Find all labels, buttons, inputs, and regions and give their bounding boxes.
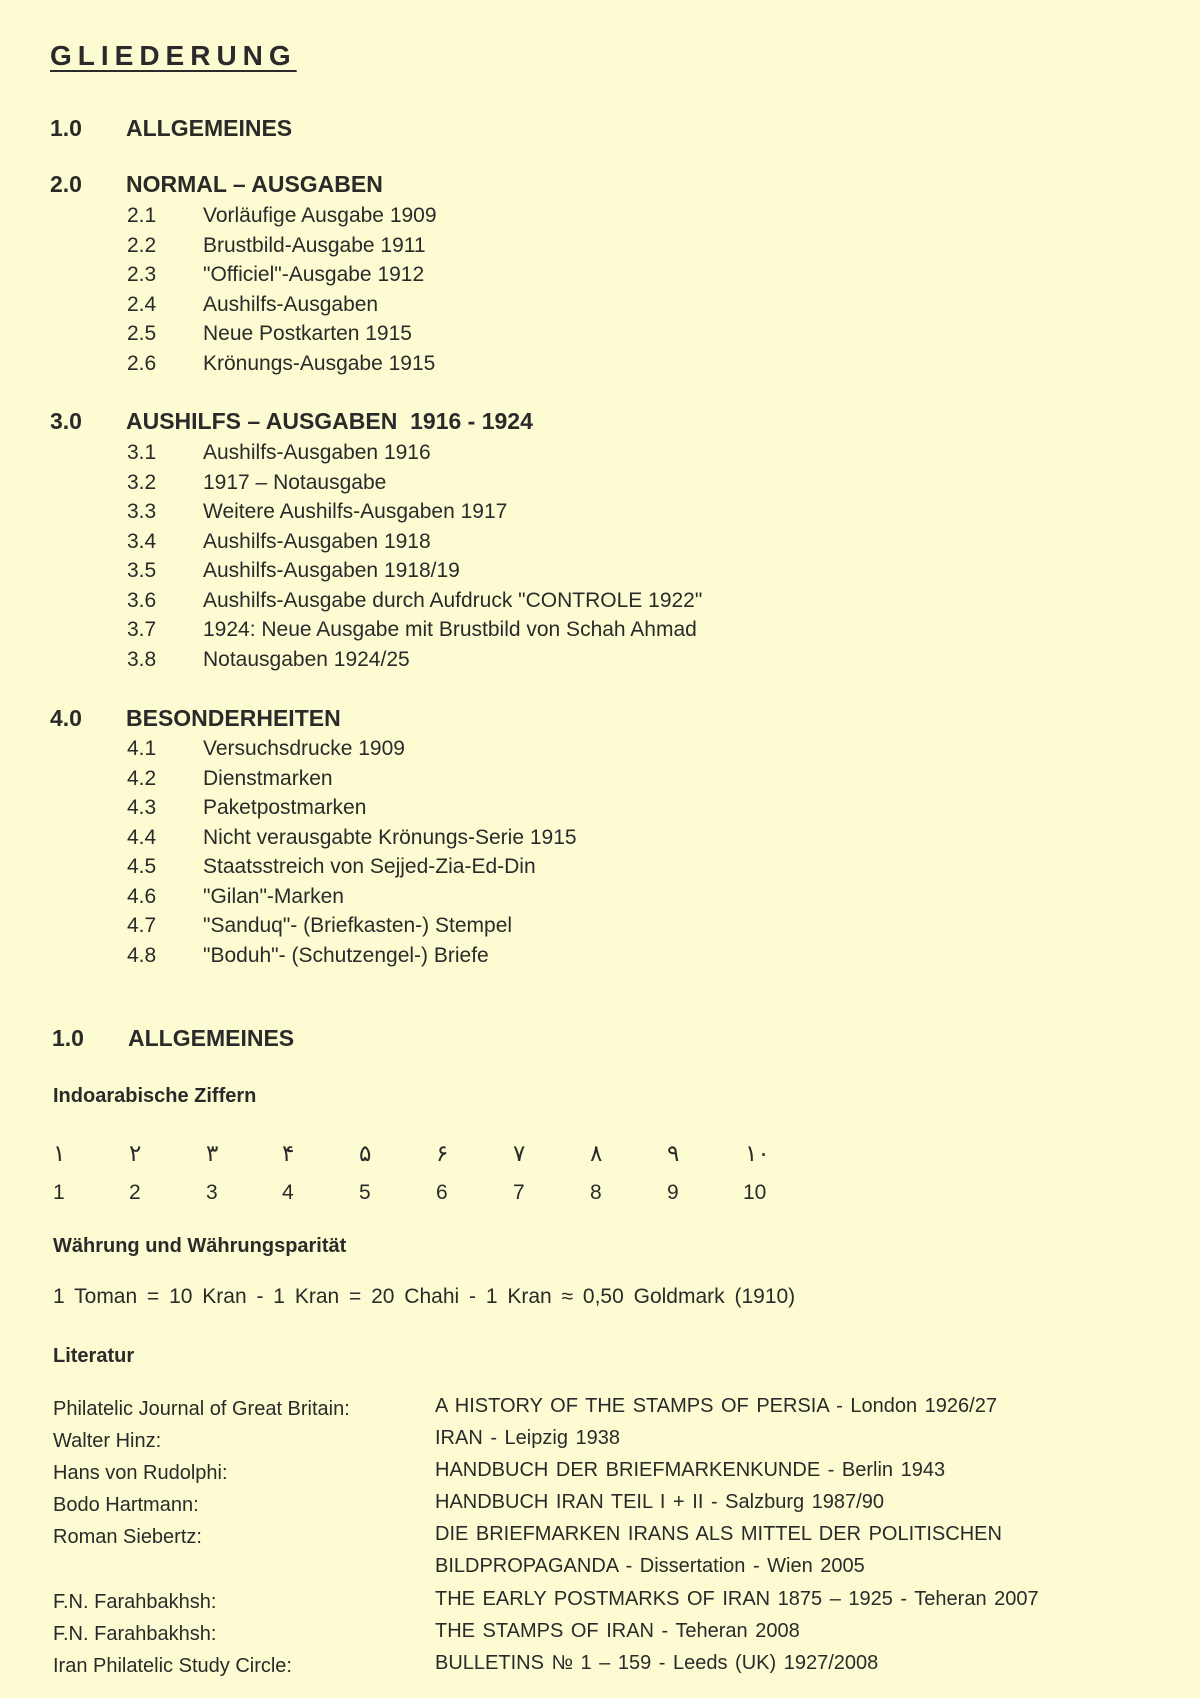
item-number: 2.3 — [127, 263, 157, 286]
arabic-digit: ٢ — [129, 1140, 142, 1166]
arabic-digit: ۴ — [282, 1140, 295, 1166]
latin-digit: 5 — [359, 1181, 371, 1204]
item-number: 2.4 — [127, 293, 157, 316]
item-number: 4.5 — [127, 855, 157, 878]
page-title: GLIEDERUNG — [50, 40, 297, 71]
item-number: 4.4 — [127, 826, 157, 849]
item-number: 4.3 — [127, 796, 157, 819]
item-label: 1924: Neue Ausgabe mit Brustbild von Schah Ahmad — [203, 618, 697, 641]
item-number: 3.5 — [127, 559, 157, 582]
item-label: "Officiel"-Ausgabe 1912 — [203, 263, 425, 286]
item-label: Paketpostmarken — [203, 796, 367, 819]
item-label: Neue Postkarten 1915 — [203, 322, 412, 345]
literature-title: IRAN - Leipzig 1938 — [435, 1427, 620, 1449]
item-number: 3.8 — [127, 648, 157, 671]
item-number: 3.2 — [127, 471, 157, 494]
section-label: BESONDERHEITEN — [126, 705, 341, 731]
item-label: Aushilfs-Ausgabe durch Aufdruck "CONTROLE 1922" — [203, 589, 703, 612]
literature-author: Iran Philatelic Study Circle: — [53, 1655, 292, 1677]
literature-heading: Literatur — [53, 1345, 135, 1367]
latin-digit: 7 — [513, 1181, 525, 1204]
item-number: 4.7 — [127, 914, 157, 937]
literature-author: F.N. Farahbakhsh: — [53, 1623, 217, 1645]
arabic-digit: ٧ — [513, 1140, 526, 1166]
latin-digit: 9 — [667, 1181, 679, 1204]
item-number: 3.6 — [127, 589, 157, 612]
section-label: ALLGEMEINES — [126, 115, 293, 141]
item-label: Weitere Aushilfs-Ausgaben 1917 — [203, 500, 508, 523]
latin-digit: 10 — [743, 1181, 767, 1204]
item-number: 4.8 — [127, 944, 157, 967]
literature-title: BULLETINS № 1 – 159 - Leeds (UK) 1927/2008 — [435, 1652, 879, 1674]
item-label: Krönungs-Ausgabe 1915 — [203, 352, 436, 375]
literature-title: A HISTORY OF THE STAMPS OF PERSIA - London 1926/27 — [435, 1395, 997, 1417]
latin-digit: 6 — [436, 1181, 448, 1204]
item-number: 2.6 — [127, 352, 157, 375]
arabic-digit: ١ — [53, 1140, 66, 1166]
item-label: "Boduh"- (Schutzengel-) Briefe — [203, 944, 489, 967]
literature-title: THE STAMPS OF IRAN - Teheran 2008 — [435, 1620, 800, 1642]
currency-heading: Währung und Währungsparität — [53, 1235, 347, 1257]
item-label: Notausgaben 1924/25 — [203, 648, 410, 671]
item-label: Aushilfs-Ausgaben — [203, 293, 379, 316]
section-number: 3.0 — [50, 408, 82, 434]
latin-digit: 8 — [590, 1181, 602, 1204]
item-label: Staatsstreich von Sejjed-Zia-Ed-Din — [203, 855, 536, 878]
section-number: 1.0 — [52, 1025, 84, 1051]
arabic-digit: ٣ — [206, 1140, 219, 1166]
literature-author: Philatelic Journal of Great Britain: — [53, 1398, 350, 1420]
item-label: Brustbild-Ausgabe 1911 — [203, 234, 426, 257]
item-number: 3.1 — [127, 441, 157, 464]
item-label: Aushilfs-Ausgaben 1918/19 — [203, 559, 460, 582]
literature-title: DIE BRIEFMARKEN IRANS ALS MITTEL DER POLITISCHEN — [435, 1523, 1002, 1545]
literature-author: F.N. Farahbakhsh: — [53, 1591, 217, 1613]
item-number: 4.2 — [127, 767, 157, 790]
item-label: Aushilfs-Ausgaben 1916 — [203, 441, 431, 464]
item-number: 4.6 — [127, 885, 157, 908]
arabic-digit: ۵ — [359, 1140, 372, 1166]
latin-digit: 1 — [53, 1181, 65, 1204]
latin-digit: 2 — [129, 1181, 141, 1204]
section-number: 4.0 — [50, 705, 82, 731]
digits-heading: Indoarabische Ziffern — [53, 1085, 257, 1107]
section-number: 2.0 — [50, 171, 82, 197]
arabic-digit: ٩ — [667, 1140, 680, 1166]
literature-author: Roman Siebertz: — [53, 1526, 202, 1548]
item-label: Aushilfs-Ausgaben 1918 — [203, 530, 431, 553]
latin-digit: 4 — [282, 1181, 294, 1204]
literature-title: BILDPROPAGANDA - Dissertation - Wien 2005 — [435, 1555, 865, 1577]
arabic-digit: ١٠ — [745, 1140, 770, 1166]
item-label: Vorläufige Ausgabe 1909 — [203, 204, 437, 227]
arabic-digit: ۶ — [436, 1140, 449, 1166]
currency-text: 1 Toman = 10 Kran - 1 Kran = 20 Chahi - 1 Kran ≈ 0,50 Goldmark (1910) — [53, 1285, 796, 1308]
item-label: "Sanduq"- (Briefkasten-) Stempel — [203, 914, 513, 937]
section-label: AUSHILFS – AUSGABEN 1916 - 1924 — [126, 408, 533, 434]
literature-title: HANDBUCH IRAN TEIL I + II - Salzburg 1987/90 — [435, 1491, 884, 1513]
item-number: 2.1 — [127, 204, 157, 227]
item-label: "Gilan"-Marken — [203, 885, 344, 908]
literature-title: HANDBUCH DER BRIEFMARKENKUNDE - Berlin 1943 — [435, 1459, 946, 1481]
item-label: Dienstmarken — [203, 767, 333, 790]
item-label: Nicht verausgabte Krönungs-Serie 1915 — [203, 826, 577, 849]
item-number: 2.5 — [127, 322, 157, 345]
latin-digits-row — [53, 1181, 813, 1211]
literature-author: Walter Hinz: — [53, 1430, 162, 1452]
item-number: 3.7 — [127, 618, 157, 641]
latin-digit: 3 — [206, 1181, 218, 1204]
literature-title: THE EARLY POSTMARKS OF IRAN 1875 – 1925 - Teheran 2007 — [435, 1588, 1039, 1610]
item-number: 3.3 — [127, 500, 157, 523]
item-number: 4.1 — [127, 737, 157, 760]
arabic-digits-row — [53, 1140, 813, 1170]
item-label: 1917 – Notausgabe — [203, 471, 387, 494]
section-label: NORMAL – AUSGABEN — [126, 171, 383, 197]
literature-author: Bodo Hartmann: — [53, 1494, 199, 1516]
item-number: 2.2 — [127, 234, 157, 257]
literature-author: Hans von Rudolphi: — [53, 1462, 228, 1484]
item-number: 3.4 — [127, 530, 157, 553]
section-label: ALLGEMEINES — [128, 1025, 295, 1051]
arabic-digit: ٨ — [590, 1140, 603, 1166]
section-number: 1.0 — [50, 115, 82, 141]
item-label: Versuchsdrucke 1909 — [203, 737, 405, 760]
